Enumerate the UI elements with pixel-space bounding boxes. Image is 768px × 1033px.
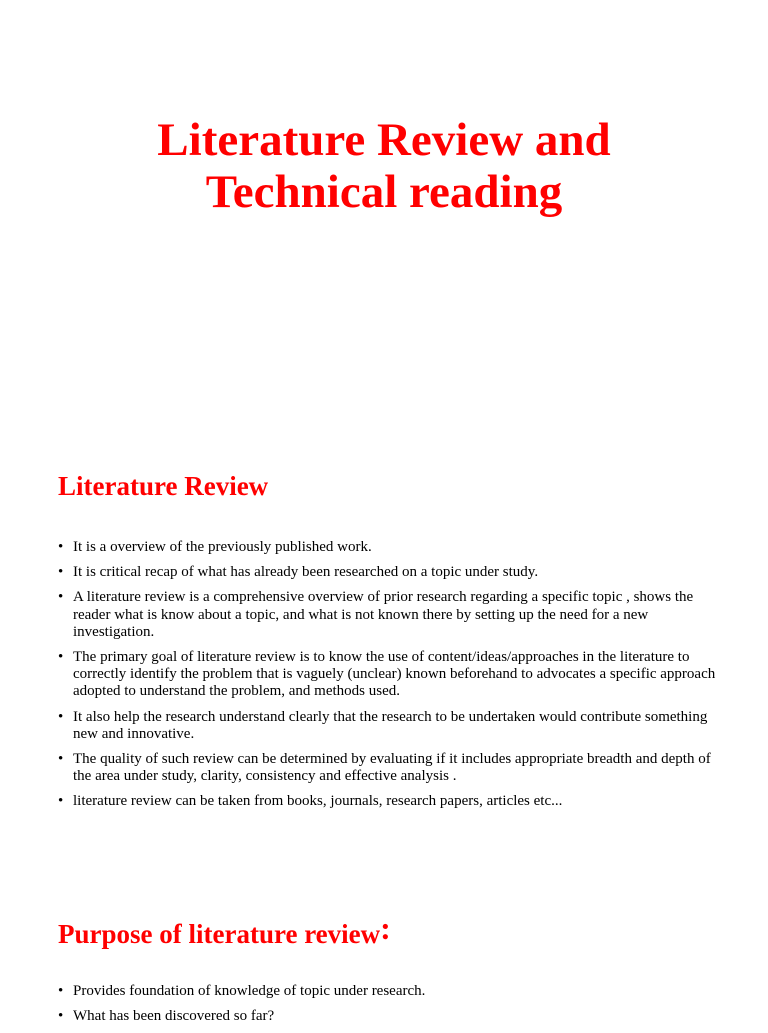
purpose-heading-colon: : [380,910,391,946]
bullet-item: • It is critical recap of what has already been researched on a topic under study. [58,564,718,581]
bullet-item: • The primary goal of literature review is to know the use of content/ideas/approaches in the literature to correctly identify the problem that is vaguely (unclear) known beforehand to advocates a specific approach adopted to understand the problem, and methods used. [58,649,718,701]
purpose-bullet-list [58,983,718,1033]
bullet-item: • The quality of such review can be determined by evaluating if it includes appropriate breadth and depth of the area under study, clarity, consistency and effective analysis . [58,751,718,785]
slide-title-line-1: Literature Review and [157,114,611,166]
bullet-item: • It is a overview of the previously published work. [58,539,718,556]
purpose-heading [58,910,391,950]
slide-title-line-2: Technical reading [205,166,563,218]
bullet-item: • What has been discovered so far? [58,1008,718,1025]
literature-review-heading [58,470,268,502]
bullet-item: • It also help the research understand clearly that the research to be undertaken would contribute something new and innovative. [58,709,718,743]
bullet-item: • A literature review is a comprehensive overview of prior research regarding a specific topic , shows the reader what is know about a topic, and what is not known there by setting up the need for a new investigation. [58,589,718,641]
bullet-item: • Provides foundation of knowledge of topic under research. [58,983,718,1000]
bullet-item: • literature review can be taken from books, journals, research papers, articles etc... [58,793,718,810]
purpose-heading-text: Purpose of literature review [58,919,381,949]
slide-title [0,114,768,218]
literature-review-heading-text: Literature Review [58,471,269,501]
literature-review-bullet-list [58,539,718,819]
